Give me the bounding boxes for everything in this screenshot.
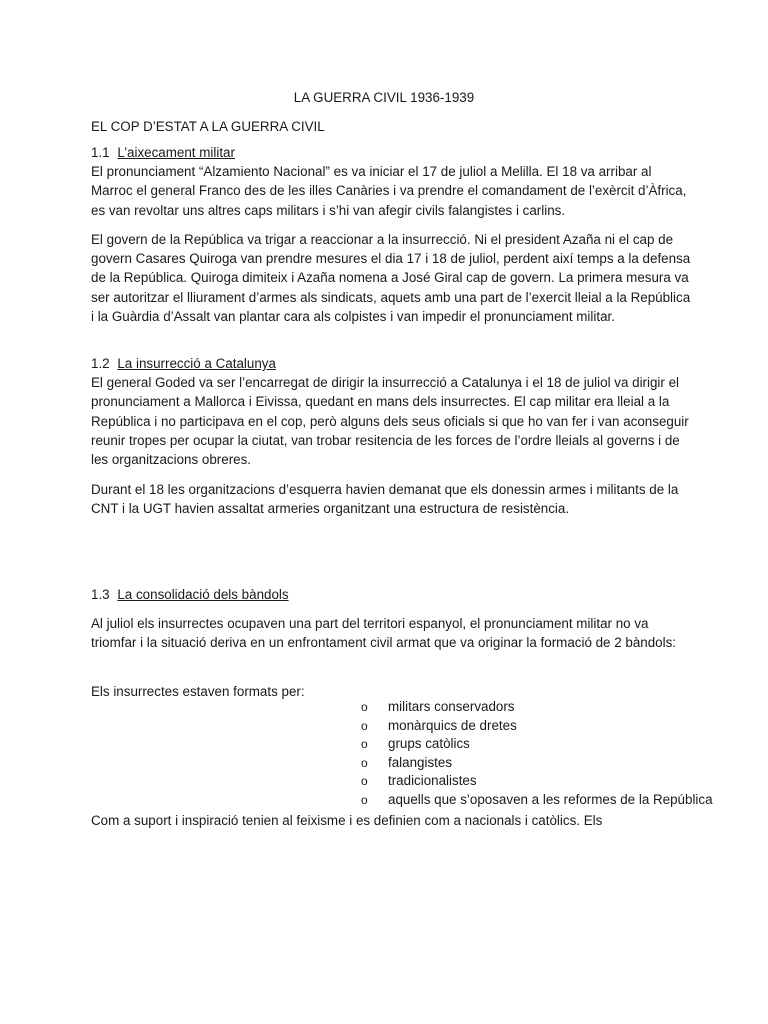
- section-1-2: [91, 354, 691, 469]
- section-number: 1.2: [91, 356, 110, 371]
- paragraph: El general Goded va ser l’encarregat de dirigir la insurrecció a Catalunya i el 18 de juliol va dirigir el pronunciament a Mallorca i Eivissa, quedant en mans dels insurrectes. El cap militar era lleial a la República i no participava en el cop, però alguns dels seus oficials si que ho van fer i van aconseguir reunir tropes per ocupar la ciutat, van trobar resitencia de les forces de l’ordre lleials al governs i de les organitzacions obreres.: [91, 375, 689, 468]
- insurgents-list: [91, 698, 731, 810]
- document-subtitle: EL COP D’ESTAT A LA GUERRA CIVIL: [91, 119, 325, 134]
- paragraph: Al juliol els insurrectes ocupaven una part del territori espanyol, el pronunciament militar no va triomfar i la situació deriva en un enfrontament civil armat que va originar la formació de 2 bàndols:: [91, 616, 677, 651]
- list-item: o tradicionalistes: [91, 772, 731, 791]
- section-heading: [91, 585, 691, 604]
- bullet-circle-icon: o: [361, 792, 368, 807]
- section-title: La consolidació dels bàndols: [117, 587, 289, 602]
- paragraph: Com a suport i inspiració tenien al feixisme i es definien com a nacionals i catòlics. Els: [91, 813, 603, 828]
- list-item: o grups catòlics: [91, 735, 731, 754]
- section-heading: [91, 354, 691, 373]
- paragraph: El pronunciament “Alzamiento Nacional” es va iniciar el 17 de juliol a Melilla. El 18 va arribar al Marroc el general Franco des de les illes Canàries i va prendre el comandament de l’exèrcit d’Àfrica, es van revoltar uns altres caps militars i s’hi van afegir civils falangistes i carlins.: [91, 164, 687, 218]
- list-item: o falangistes: [91, 754, 731, 773]
- bullet-circle-icon: o: [361, 774, 368, 789]
- list-item: o aquells que s’oposaven a les reformes de la República: [91, 791, 731, 810]
- paragraph: Durant el 18 les organitzacions d’esquerra havien demanat que els donessin armes i militants de la CNT i la UGT havien assaltat armeries organitzant una estructura de resistència.: [91, 482, 679, 517]
- section-1-1: [91, 143, 691, 220]
- section-title: La insurrecció a Catalunya: [117, 356, 276, 371]
- section-heading: [91, 143, 691, 162]
- bullet-circle-icon: o: [361, 737, 368, 752]
- bullet-circle-icon: o: [361, 755, 368, 770]
- bullet-circle-icon: o: [361, 700, 368, 714]
- paragraph: El govern de la República va trigar a reaccionar a la insurrecció. Ni el president Azaña ni el cap de govern Casares Quiroga van prendre mesures el dia 17 i 18 de juliol, perdent així temps a la defensa de la República. Quiroga dimiteix i Azaña nomena a José Giral cap de govern. La primera mesura va ser autoritzar el lliurament d’armes als sindicats, aquets amb una part de l’exercit lleial a la República i la Guàrdia d’Assalt van plantar cara als colpistes i van impedir el pronunciament militar.: [91, 232, 691, 324]
- section-title: L’aixecament militar: [117, 145, 235, 160]
- section-number: 1.1: [91, 145, 110, 160]
- document-title: LA GUERRA CIVIL 1936-1939: [293, 90, 475, 105]
- bullet-circle-icon: o: [361, 718, 368, 733]
- section-number: 1.3: [91, 587, 110, 602]
- list-item: o militars conservadors: [91, 698, 731, 717]
- paragraph: Els insurrectes estaven formats per:: [91, 684, 305, 699]
- list-item: o monàrquics de dretes: [91, 717, 731, 736]
